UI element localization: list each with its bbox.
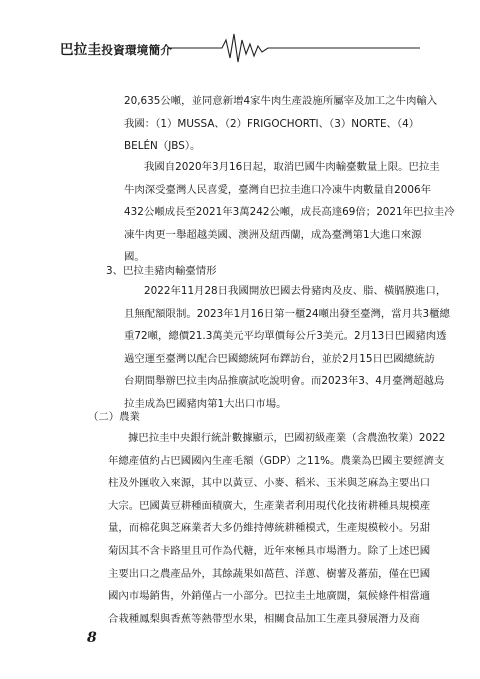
text-line: 重72噸，總價21.3萬美元平均單價每公斤3美元。2月13日巴國豬肉透 [124,330,447,343]
text-line: 合栽種鳳梨與香蕉等熱帶型水果，相關食品加工生產具發展潛力及商 [108,612,420,625]
text-line: 柱及外匯收入來源，其中以黃豆、小麥、稻米、玉米與芝麻為主要出口 [108,477,431,490]
text-line: 據巴拉圭中央銀行統計數據顯示，巴國初級產業（含農漁牧業）2022 [128,432,446,444]
text-line: 菊因其不含卡路里且可作為代糖，近年來極具市場潛力。除了上述巴國 [108,544,431,557]
text-line: 過空運至臺灣以配合巴國總統阿布鐸訪台，並於2月15日巴國總統訪 [124,352,435,365]
paragraph-beef-facilities [124,90,438,158]
page-header [0,0,480,70]
text-line: 國。 [124,251,145,264]
section-heading-pork: 3、巴拉圭豬肉輸臺情形 [106,265,217,277]
heartbeat-line-ornament [0,30,480,70]
section-heading-agriculture: （二）農業 [88,411,140,423]
paragraph-pork-exports [124,280,450,416]
paragraph-beef-imports [124,156,455,269]
running-title-main: 巴拉圭 [60,42,102,58]
text-line: 凍牛肉更一舉超越美國、澳洲及紐西蘭，成為臺灣第1大進口來源 [124,228,422,241]
text-line: 20,635公噸，並同意新增4家牛肉生產設施所屬宰及加工之牛肉輸入 [124,95,438,107]
page-number: 8 [87,630,97,646]
text-line: 2022年11月28日我國開放巴國去骨豬肉及皮、脂、橫膈膜進口， [144,285,447,297]
text-line: 台期間舉辦巴拉圭肉品推廣試吃說明會。而2023年3、4月臺灣超越烏 [124,375,445,388]
text-line: 大宗。巴國黃豆耕種面積廣大，生產業者利用現代化技術耕種具規模產 [108,499,431,512]
text-line: 國內市場銷售，外銷僅占一小部分。巴拉圭土地廣闊，氣候條件相當適 [108,590,431,603]
paragraph-agriculture [108,427,446,630]
text-line: 主要出口之農產品外，其餘蔬果如萵苣、洋蔥、樹薯及蕃茄，僅在巴國 [108,567,431,580]
text-line: 432公噸成長至2021年3萬242公噸，成長高達69倍；2021年巴拉圭冷 [124,206,455,219]
running-title-sub: 投資環境簡介 [101,43,173,57]
text-line: 我國：（1）MUSSA、（2）FRIGOCHORTI、（3）NORTE、（4） [124,117,420,130]
text-line: 我國自2020年3月16日起，取消巴國牛肉輸臺數量上限。巴拉圭 [144,161,440,173]
text-line: 且無配額限制。2023年1月16日第一櫃24噸出發至臺灣，當月共3櫃總 [124,307,450,320]
text-line: 拉圭成為巴國豬肉第1大出口市場。 [124,397,287,410]
text-line: 量，而棉花與芝麻業者大多仍維持傳統耕種模式，生產規模較小。另甜 [108,522,431,535]
text-line: 年總產值約占巴國國內生產毛額（GDP）之11%。農業為巴國主要經濟支 [108,454,445,467]
text-line: 牛肉深受臺灣人民喜愛，臺灣自巴拉圭進口冷凍牛肉數量自2006年 [124,183,431,196]
text-line: BELÉN（JBS）。 [124,140,201,153]
